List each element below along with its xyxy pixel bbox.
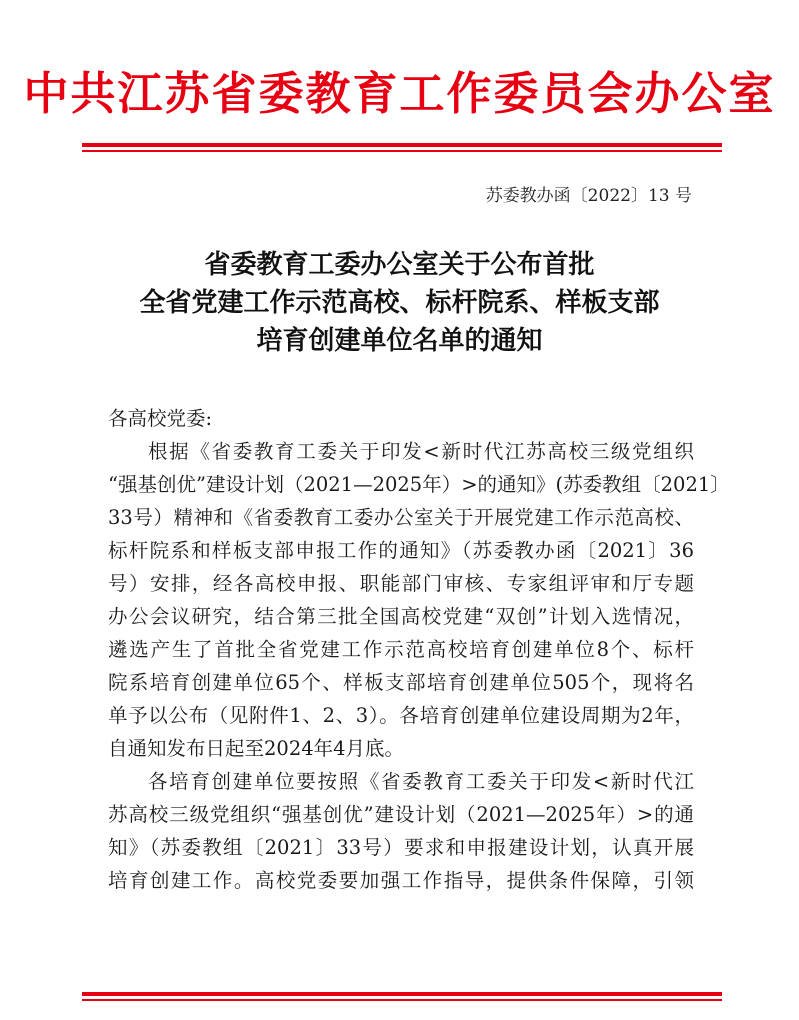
document-title-line: 省委教育工委办公室关于公布首批 [204,250,595,280]
paragraph-line: 院系培育创建单位65个、样板支部培育创建单位505个，现将名 [108,671,694,694]
document-number: 苏委教办函〔2022〕13 号 [485,186,692,206]
header-divider-thick [82,143,722,147]
paragraph-line: “强基创优”建设计划（2021—2025年）>的通知》(苏委教组〔2021〕 [108,473,730,496]
paragraph-line: 自通知发布日起至2024年4月底。 [108,737,405,760]
footer-divider-thick [82,992,722,996]
paragraph-line: 单予以公布（见附件1、2、3）。各培育创建单位建设周期为2年， [108,704,694,727]
paragraph-line: 培育创建工作。高校党委要加强工作指导，提供条件保障，引领 [108,869,694,892]
paragraph-line: 苏高校三级党组织“强基创优”建设计划（2021—2025年）>的通 [108,803,694,826]
document-title-line: 全省党建工作示范高校、标杆院系、样板支部 [139,288,660,318]
paragraph-line: 根据《省委教育工委关于印发<新时代江苏高校三级党组织 [148,440,694,463]
paragraph-line: 各培育创建单位要按照《省委教育工委关于印发<新时代江 [148,770,694,793]
header-divider-thin [82,150,722,152]
issuing-organization-header: 中共江苏省委教育工作委员会办公室 [23,67,776,120]
salutation: 各高校党委: [108,407,213,430]
paragraph-line: 遴选产生了首批全省党建工作示范高校培育创建单位8个、标杆 [108,638,694,661]
document-title [0,246,799,360]
paragraph-line: 号）安排，经各高校申报、职能部门审核、专家组评审和厅专题 [108,572,694,595]
paragraph-line: 33号）精神和《省委教育工委办公室关于开展党建工作示范高校、 [108,506,694,529]
document-body [108,402,730,897]
paragraph-line: 办公会议研究，结合第三批全国高校党建“双创”计划入选情况， [108,605,694,628]
document-title-line: 培育创建单位名单的通知 [256,326,543,356]
paragraph-line: 标杆院系和样板支部申报工作的通知》（苏委教办函〔2021〕36 [108,539,694,562]
paragraph-line: 知》（苏委教组〔2021〕33号）要求和申报建设计划，认真开展 [108,836,694,859]
footer-divider-thin [82,999,722,1001]
